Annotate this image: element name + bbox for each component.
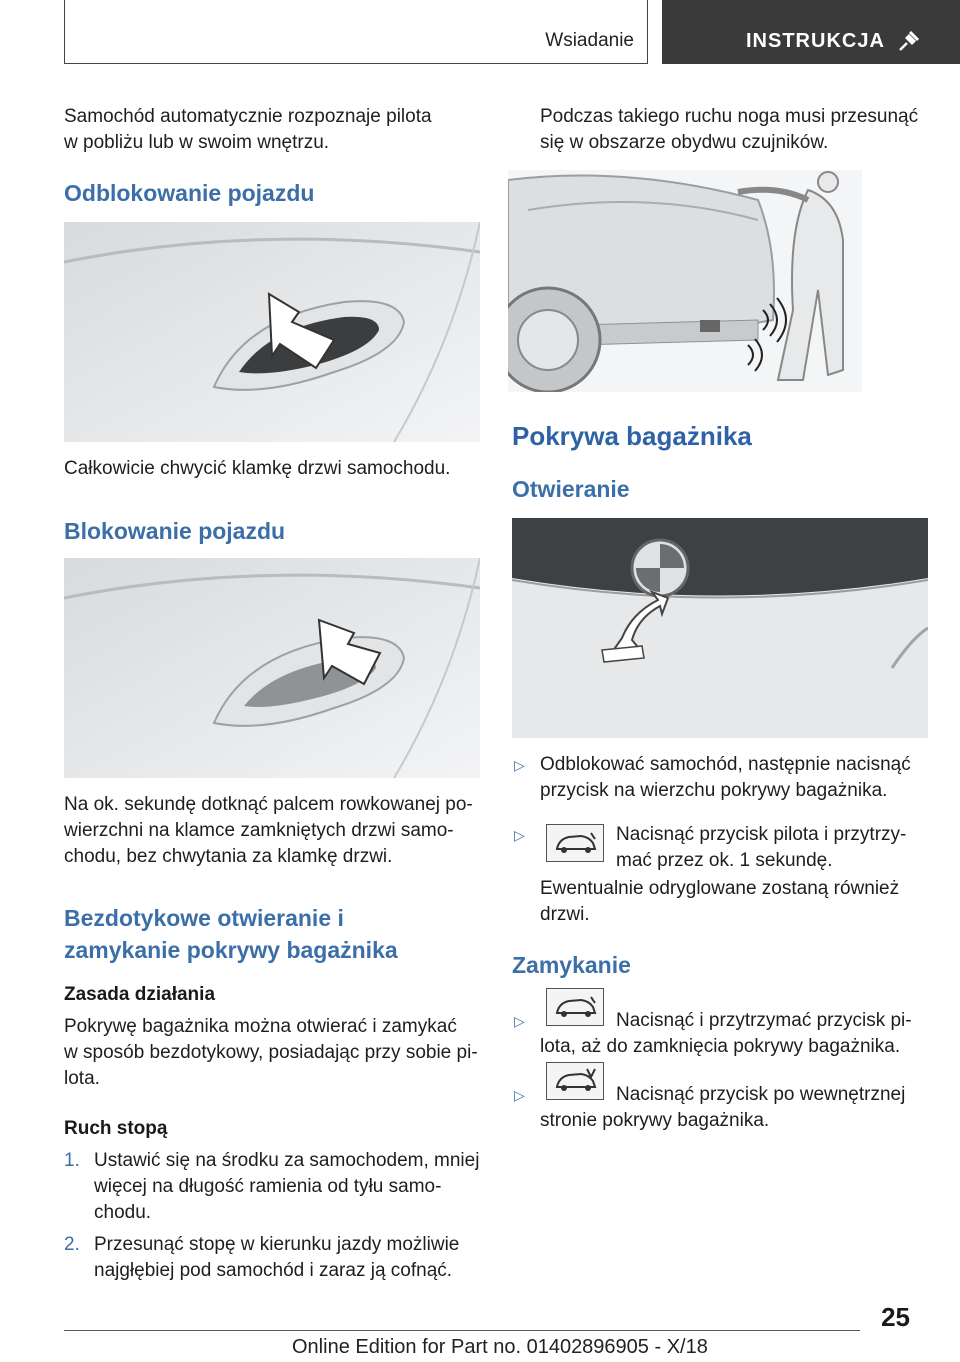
open-extra-line: Ewentualnie odryglowane zostaną również bbox=[540, 878, 900, 899]
touchless-heading bbox=[64, 902, 398, 966]
car-trunk-key-icon bbox=[546, 988, 604, 1026]
close-step: Nacisnąć przycisk po wewnętrznej bbox=[616, 1084, 906, 1105]
car-trunk-key-drawing bbox=[547, 989, 603, 1025]
instrukcja-tab-label: INSTRUKCJA bbox=[746, 30, 885, 52]
bullet-triangle: ▷ bbox=[514, 1013, 525, 1029]
open-step bbox=[616, 822, 936, 874]
car-trunk-button-drawing bbox=[547, 1063, 603, 1099]
step-number: 1. bbox=[64, 1150, 80, 1171]
step-line: chodu. bbox=[94, 1202, 152, 1223]
step-line: więcej na długość ramienia od tyłu samo- bbox=[94, 1176, 442, 1197]
close-step: Nacisnąć i przytrzymać przycisk pi- bbox=[616, 1010, 912, 1031]
foot-note bbox=[540, 104, 940, 156]
open-step-line: Odblokować samochód, następnie nacisnąć bbox=[540, 754, 911, 775]
foot-movement-heading: Ruch stopą bbox=[64, 1118, 168, 1139]
door-handle-unlock-drawing bbox=[64, 222, 480, 442]
trunk-button-drawing bbox=[512, 518, 928, 738]
close-step: lota, aż do zamknięcia pokrywy bagażnika. bbox=[540, 1036, 901, 1057]
instrukcja-tab[interactable] bbox=[662, 0, 960, 64]
unlock-caption: Całkowicie chwycić klamkę drzwi samochodu. bbox=[64, 458, 451, 479]
open-step-line: Nacisnąć przycisk pilota i przytrzy- bbox=[616, 824, 907, 845]
step-line: Ustawić się na środku za samochodem, mniej bbox=[94, 1150, 480, 1171]
principle-text bbox=[64, 1014, 484, 1092]
closing-heading: Zamykanie bbox=[512, 952, 631, 978]
pin-icon bbox=[896, 28, 922, 54]
door-handle-unlock-illustration bbox=[64, 222, 480, 442]
principle-heading: Zasada działania bbox=[64, 984, 216, 1005]
touchless-heading-line: zamykanie pokrywy bagażnika bbox=[64, 937, 398, 963]
footer-divider bbox=[64, 1330, 860, 1331]
lock-caption-line: wierzchni na klamce zamkniętych drzwi samo- bbox=[64, 820, 454, 841]
intro-paragraph bbox=[64, 104, 484, 156]
foot-note-line: Podczas takiego ruchu noga musi przesunąć bbox=[540, 106, 919, 127]
bullet-triangle: ▷ bbox=[514, 1087, 525, 1103]
touchless-heading-line: Bezdotykowe otwieranie i bbox=[64, 905, 344, 931]
step-line: Przesunąć stopę w kierunku jazdy możliwie bbox=[94, 1234, 460, 1255]
foot-gesture-illustration bbox=[508, 170, 862, 392]
car-trunk-key-icon bbox=[546, 824, 604, 862]
step-text bbox=[94, 1148, 484, 1226]
door-handle-lock-drawing bbox=[64, 558, 480, 778]
intro-line: w pobliżu lub w swoim wnętrzu. bbox=[64, 132, 330, 153]
close-step: stronie pokrywy bagażnika. bbox=[540, 1110, 770, 1131]
bullet-triangle: ▷ bbox=[514, 827, 525, 843]
open-step-line: mać przez ok. 1 sekundę. bbox=[616, 850, 833, 871]
bullet-triangle: ▷ bbox=[514, 757, 525, 773]
door-handle-lock-illustration bbox=[64, 558, 480, 778]
open-step bbox=[540, 752, 940, 804]
foot-gesture-drawing bbox=[508, 170, 862, 392]
open-step-line: przycisk na wierzchu pokrywy bagażnika. bbox=[540, 780, 888, 801]
page-number: 25 bbox=[881, 1302, 910, 1332]
principle-line: lota. bbox=[64, 1068, 100, 1089]
step-text bbox=[94, 1232, 484, 1284]
principle-line: w sposób bezdotykowy, posiadając przy sobie pi- bbox=[64, 1042, 478, 1063]
lock-heading: Blokowanie pojazdu bbox=[64, 518, 286, 544]
foot-note-line: się w obszarze obydwu czujników. bbox=[540, 132, 829, 153]
section-title: Wsiadanie bbox=[545, 30, 634, 51]
unlock-heading: Odblokowanie pojazdu bbox=[64, 180, 315, 206]
open-extra-note bbox=[540, 876, 940, 928]
intro-line: Samochód automatycznie rozpoznaje pilota bbox=[64, 106, 432, 127]
opening-heading: Otwieranie bbox=[512, 476, 630, 502]
trunk-lid-heading: Pokrywa bagażnika bbox=[512, 421, 752, 451]
step-line: najgłębiej pod samochód i zaraz ją cofnąć. bbox=[94, 1260, 453, 1281]
lock-caption-line: Na ok. sekundę dotknąć palcem rowkowanej po- bbox=[64, 794, 473, 815]
principle-line: Pokrywę bagażnika można otwierać i zamykać bbox=[64, 1016, 457, 1037]
step-number: 2. bbox=[64, 1234, 80, 1255]
car-trunk-key-drawing bbox=[547, 825, 603, 861]
open-extra-line: drzwi. bbox=[540, 904, 590, 925]
trunk-button-illustration bbox=[512, 518, 928, 738]
car-trunk-button-icon bbox=[546, 1062, 604, 1100]
edition-note: Online Edition for Part no. 01402896905 - X/18 bbox=[292, 1336, 708, 1358]
lock-caption bbox=[64, 792, 484, 870]
lock-caption-line: chodu, bez chwytania za klamkę drzwi. bbox=[64, 846, 393, 867]
